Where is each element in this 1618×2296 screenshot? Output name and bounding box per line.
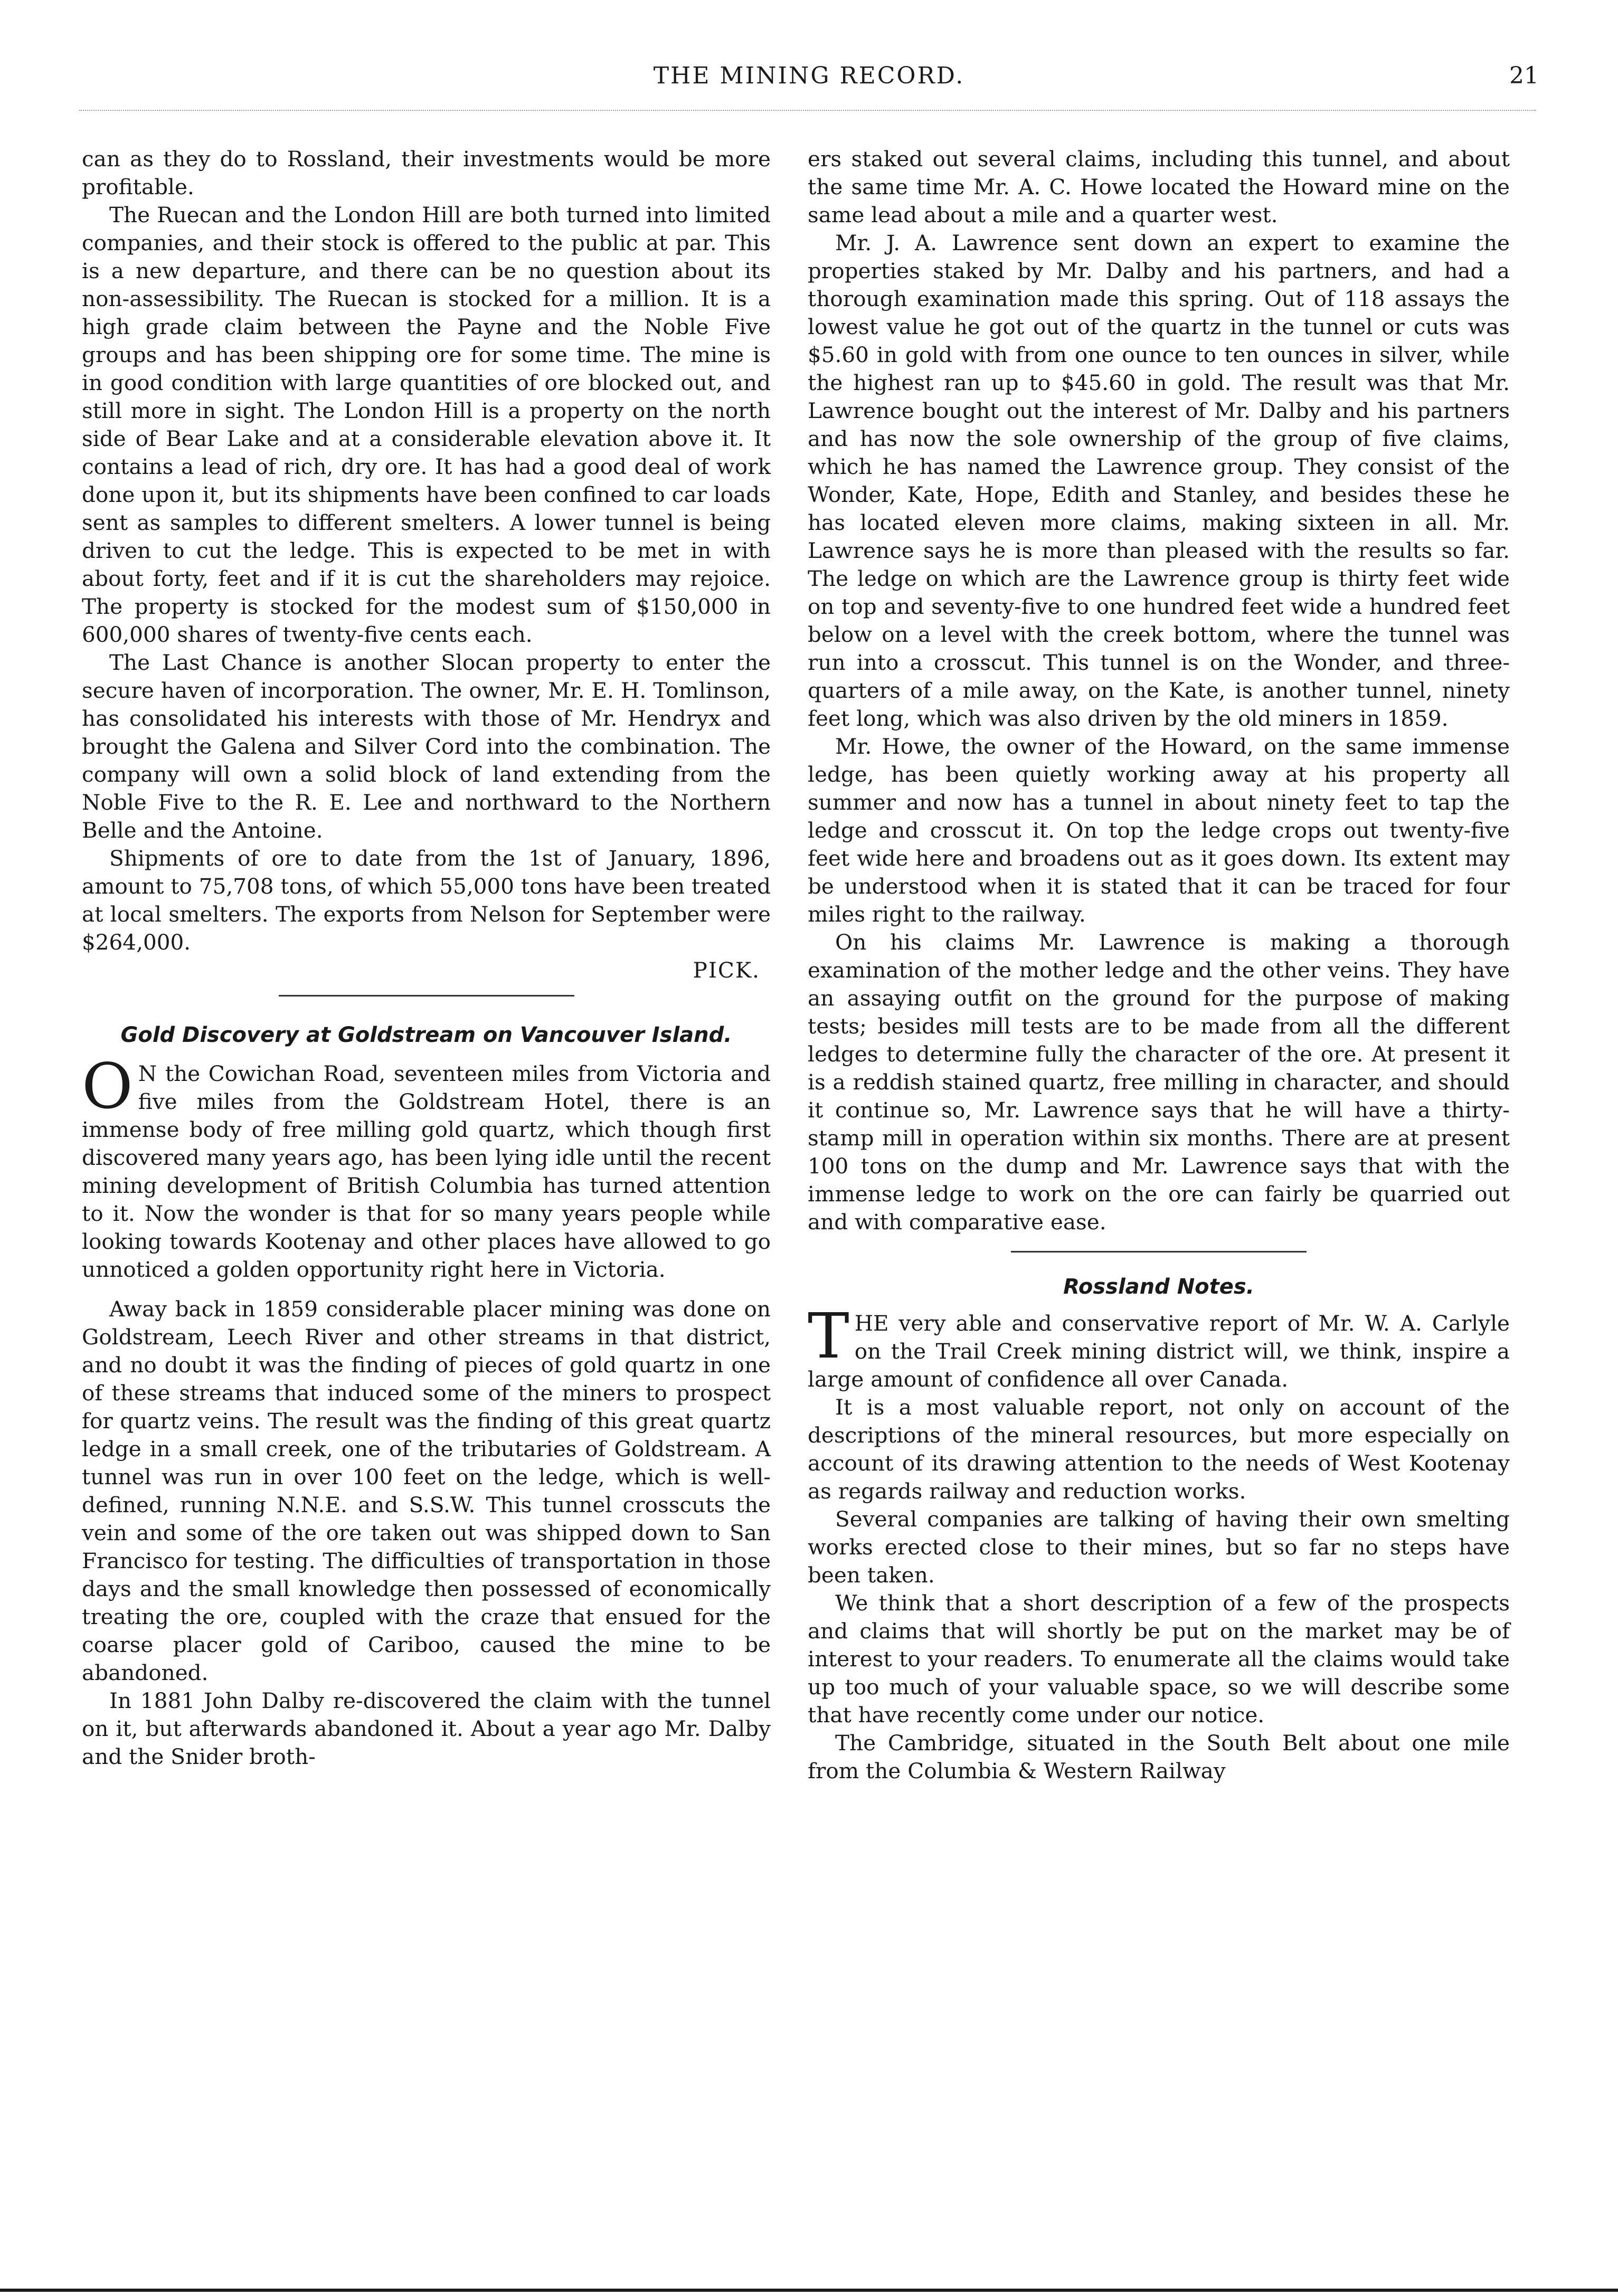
paragraph: The Ruecan and the London Hill are both turned into limited companies, and their stock is offered to the public at par. This is a new departure, and there can be no question about its non-assessibility. The Ruecan is stocked for a million. It is a high grade claim between the Payne and the Noble Five groups and has been shipping ore for some time. The mine is in good condition with large quantities of ore blocked out, and still more in sight. The London Hill is a property on the north side of Bear Lake and at a considerable elevation above it. It contains a lead of rich, dry ore. It has had a good deal of work done upon it, but its shipments have been confined to car loads sent as samples to different smelters. A lower tunnel is being driven to cut the ledge. This is expected to be met in with about forty, feet and if it is cut the shareholders may rejoice. The property is stocked for the modest sum of $150,000 in 600,000 shares of twenty-five cents each. — [82, 202, 771, 647]
header-rule — [79, 110, 1536, 111]
drop-cap: O — [82, 1050, 133, 1123]
article-first-paragraph — [82, 1050, 771, 1284]
paragraph: Several companies are talking of having their own smelting works erected close to their mines, but so far no steps have been taken. — [808, 1506, 1510, 1588]
article-first-text: N the Cowichan Road, seventeen miles from Victoria and five miles from the Goldstream Hotel, there is an immense body of free milling gold quartz, which though first discovered many years ago, has been lying idle until the recent mining development of British Columbia has turned attention to it. Now the wonder is that for so many years people while looking towards Kootenay and other places have allowed to go unnoticed a golden opportunity right here in Victoria. — [82, 1061, 771, 1282]
paragraph: We think that a short description of a few of the prospects and claims that will shortly be put on the market may be of interest to your readers. To enumerate all the claims would take up too much of your valuable space, so we will describe some that have recently come under our notice. — [808, 1590, 1510, 1728]
paragraph: It is a most valuable report, not only on account of the descriptions of the mineral resources, but more especially on account of its drawing attention to the needs of West Kootenay as regards railway and reduction works. — [808, 1394, 1510, 1504]
running-title: THE MINING RECORD. — [653, 62, 965, 89]
right-column — [808, 145, 1510, 1785]
paragraph: can as they do to Rossland, their investments would be more profitable. — [82, 146, 771, 200]
page-number: 21 — [1509, 62, 1539, 89]
paragraph: The Cambridge, situated in the South Belt about one mile from the Columbia & Western Railway — [808, 1730, 1510, 1783]
paragraph: Away back in 1859 considerable placer mining was done on Goldstream, Leech River and other streams in that district, and no doubt it was the finding of pieces of gold quartz in one of these streams that induced some of the miners to prospect for quartz veins. The result was the finding of this great quartz ledge in a small creek, one of the tributaries of Goldstream. A tunnel was run in over 100 feet on the ledge, which is well-defined, running N.N.E. and S.S.W. This tunnel crosscuts the vein and some of the ore taken out was shipped down to San Francisco for testing. The difficulties of transportation in those days and the small knowledge then possessed of economically treating the ore, coupled with the craze that ensued for the coarse placer gold of Cariboo, caused the mine to be abandoned. — [82, 1296, 771, 1685]
paragraph: The Last Chance is another Slocan property to enter the secure haven of incorporation. The owner, Mr. E. H. Tomlinson, has consolidated his interests with those of Mr. Hendryx and brought the Galena and Silver Cord into the combination. The company will own a solid block of land extending from the Noble Five to the R. E. Lee and northward to the Northern Belle and the Antoine. — [82, 650, 771, 843]
paragraph: ers staked out several claims, including this tunnel, and about the same time Mr. A. C. Howe located the Howard mine on the same lead about a mile and a quarter west. — [808, 146, 1510, 227]
section-first-paragraph — [808, 1299, 1510, 1393]
article-title: Gold Discovery at Goldstream on Vancouver Island. — [120, 1023, 732, 1047]
paragraph: Mr. Howe, the owner of the Howard, on the same immense ledge, has been quietly working away at his property all summer and now has a tunnel in about ninety feet to tap the ledge and crosscut it. On top the ledge crops out twenty-five feet wide here and broadens out as it goes down. Its extent may be understood when it is stated that it can be traced for four miles right to the railway. — [808, 734, 1510, 927]
page-header — [0, 62, 1618, 105]
bottom-rule — [0, 2289, 1618, 2292]
section-divider — [1011, 1251, 1307, 1253]
signature: PICK. — [693, 957, 760, 983]
paragraph: In 1881 John Dalby re-discovered the claim with the tunnel on it, but afterwards abandoned it. About a year ago Mr. Dalby and the Snider broth- — [82, 1688, 771, 1769]
section-divider — [279, 995, 574, 997]
section-title: Rossland Notes. — [1063, 1275, 1254, 1299]
paragraph: On his claims Mr. Lawrence is making a thorough examination of the mother ledge and the other veins. They have an assaying outfit on the ground for the purpose of making tests; besides mill tests are to be made from all the different ledges to determine fully the character of the ore. At present it is a reddish stained quartz, free milling in character, and should it continue so, Mr. Lawrence says that he will have a thirty-stamp mill in operation within six months. There are at present 100 tons on the dump and Mr. Lawrence says that with the immense ledge to work on the ore can fairly be quarried out and with comparative ease. — [808, 929, 1510, 1235]
section-first-text: HE very able and conservative report of Mr. W. A. Carlyle on the Trail Creek mining district will, we think, inspire a large amount of confidence all over Canada. — [808, 1311, 1510, 1392]
drop-cap: T — [808, 1299, 849, 1372]
paragraph: Shipments of ore to date from the 1st of January, 1896, amount to 75,708 tons, of which 55,000 tons have been treated at local smelters. The exports from Nelson for September were $264,000. — [82, 846, 771, 955]
paragraph: Mr. J. A. Lawrence sent down an expert to examine the properties staked by Mr. Dalby and his partners, and had a thorough examination made this spring. Out of 118 assays the lowest value he got out of the quartz in the tunnel or cuts was $5.60 in gold with from one ounce to ten ounces in silver, while the highest ran up to $45.60 in gold. The result was that Mr. Lawrence bought out the interest of Mr. Dalby and his partners and has now the sole ownership of the group of five claims, which he has named the Lawrence group. They consist of the Wonder, Kate, Hope, Edith and Stanley, and besides these he has located eleven more claims, making sixteen in all. Mr. Lawrence says he is more than pleased with the results so far. The ledge on which are the Lawrence group is thirty feet wide on top and seventy-five to one hundred feet wide a hundred feet below on a level with the creek bottom, where the tunnel was run into a crosscut. This tunnel is on the Wonder, and three-quarters of a mile away, on the Kate, is another tunnel, ninety feet long, which was also driven by the old miners in 1859. — [808, 230, 1510, 731]
left-column — [82, 145, 771, 1771]
